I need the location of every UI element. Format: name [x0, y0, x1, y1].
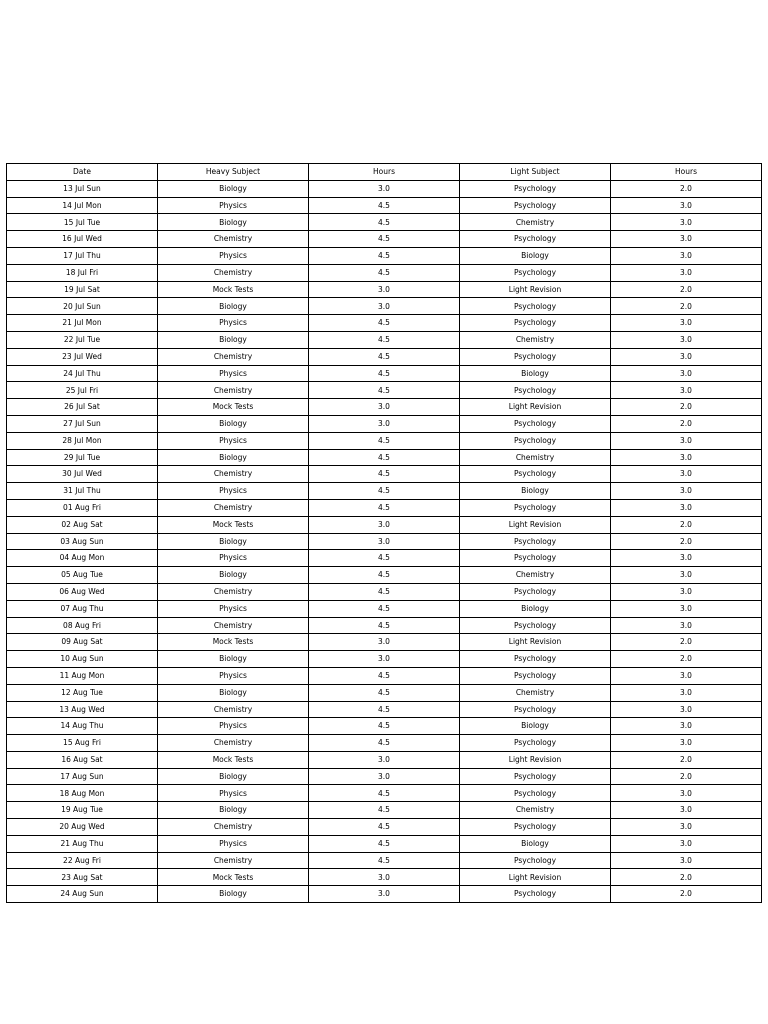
cell-date: 16 Jul Wed [7, 231, 158, 248]
cell-light-hours: 2.0 [611, 886, 762, 903]
cell-light-subject: Chemistry [460, 214, 611, 231]
cell-date: 01 Aug Fri [7, 499, 158, 516]
table-row [7, 852, 762, 869]
cell-heavy-hours: 4.5 [309, 718, 460, 735]
cell-light-hours: 2.0 [611, 415, 762, 432]
table-row [7, 231, 762, 248]
cell-heavy-subject: Physics [158, 365, 309, 382]
cell-heavy-hours: 4.5 [309, 449, 460, 466]
cell-light-hours: 3.0 [611, 432, 762, 449]
cell-heavy-subject: Physics [158, 432, 309, 449]
table-row [7, 869, 762, 886]
cell-date: 19 Aug Tue [7, 802, 158, 819]
table-row [7, 315, 762, 332]
cell-heavy-hours: 4.5 [309, 331, 460, 348]
table-row [7, 819, 762, 836]
cell-light-hours: 2.0 [611, 768, 762, 785]
cell-light-hours: 3.0 [611, 348, 762, 365]
cell-heavy-subject: Biology [158, 449, 309, 466]
cell-heavy-subject: Physics [158, 600, 309, 617]
cell-heavy-hours: 4.5 [309, 785, 460, 802]
cell-heavy-hours: 4.5 [309, 684, 460, 701]
table-row [7, 600, 762, 617]
cell-date: 02 Aug Sat [7, 516, 158, 533]
cell-light-subject: Light Revision [460, 281, 611, 298]
cell-heavy-subject: Physics [158, 667, 309, 684]
cell-date: 15 Jul Tue [7, 214, 158, 231]
cell-heavy-hours: 4.5 [309, 852, 460, 869]
table-row [7, 886, 762, 903]
cell-light-subject: Psychology [460, 180, 611, 197]
cell-light-subject: Psychology [460, 617, 611, 634]
cell-light-subject: Psychology [460, 533, 611, 550]
cell-heavy-subject: Physics [158, 785, 309, 802]
cell-heavy-subject: Biology [158, 331, 309, 348]
cell-light-hours: 3.0 [611, 449, 762, 466]
cell-heavy-hours: 4.5 [309, 197, 460, 214]
cell-light-hours: 2.0 [611, 634, 762, 651]
cell-light-hours: 3.0 [611, 735, 762, 752]
cell-light-hours: 3.0 [611, 197, 762, 214]
cell-date: 17 Jul Thu [7, 247, 158, 264]
cell-heavy-hours: 3.0 [309, 886, 460, 903]
cell-light-hours: 2.0 [611, 533, 762, 550]
cell-heavy-subject: Chemistry [158, 583, 309, 600]
cell-date: 05 Aug Tue [7, 567, 158, 584]
cell-heavy-subject: Mock Tests [158, 516, 309, 533]
cell-heavy-hours: 3.0 [309, 180, 460, 197]
cell-heavy-hours: 4.5 [309, 567, 460, 584]
table-row [7, 567, 762, 584]
table-row [7, 247, 762, 264]
table-row [7, 331, 762, 348]
cell-light-subject: Psychology [460, 382, 611, 399]
cell-date: 20 Jul Sun [7, 298, 158, 315]
cell-light-hours: 3.0 [611, 382, 762, 399]
cell-light-subject: Psychology [460, 315, 611, 332]
cell-light-hours: 2.0 [611, 516, 762, 533]
cell-heavy-subject: Biology [158, 415, 309, 432]
cell-light-hours: 2.0 [611, 399, 762, 416]
cell-light-hours: 3.0 [611, 483, 762, 500]
cell-date: 14 Jul Mon [7, 197, 158, 214]
cell-light-hours: 3.0 [611, 365, 762, 382]
cell-heavy-subject: Physics [158, 247, 309, 264]
cell-light-hours: 3.0 [611, 600, 762, 617]
cell-light-subject: Psychology [460, 819, 611, 836]
cell-light-subject: Psychology [460, 348, 611, 365]
cell-heavy-hours: 4.5 [309, 231, 460, 248]
cell-heavy-subject: Chemistry [158, 701, 309, 718]
table-row [7, 197, 762, 214]
cell-light-hours: 3.0 [611, 802, 762, 819]
table-row [7, 432, 762, 449]
cell-heavy-hours: 4.5 [309, 701, 460, 718]
cell-heavy-hours: 4.5 [309, 247, 460, 264]
cell-heavy-hours: 4.5 [309, 600, 460, 617]
cell-date: 18 Aug Mon [7, 785, 158, 802]
cell-heavy-subject: Biology [158, 651, 309, 668]
cell-light-hours: 3.0 [611, 701, 762, 718]
cell-light-subject: Chemistry [460, 802, 611, 819]
table-row [7, 651, 762, 668]
cell-heavy-subject: Chemistry [158, 231, 309, 248]
cell-heavy-hours: 4.5 [309, 819, 460, 836]
table-row [7, 365, 762, 382]
cell-light-subject: Light Revision [460, 516, 611, 533]
cell-light-hours: 3.0 [611, 785, 762, 802]
cell-light-hours: 3.0 [611, 667, 762, 684]
cell-date: 10 Aug Sun [7, 651, 158, 668]
cell-date: 06 Aug Wed [7, 583, 158, 600]
table-row [7, 550, 762, 567]
cell-date: 21 Jul Mon [7, 315, 158, 332]
cell-light-subject: Psychology [460, 415, 611, 432]
cell-heavy-subject: Physics [158, 550, 309, 567]
cell-heavy-hours: 3.0 [309, 751, 460, 768]
table-row [7, 667, 762, 684]
cell-light-hours: 3.0 [611, 718, 762, 735]
cell-light-hours: 2.0 [611, 281, 762, 298]
cell-heavy-hours: 4.5 [309, 617, 460, 634]
cell-heavy-subject: Biology [158, 886, 309, 903]
table-row [7, 617, 762, 634]
cell-date: 18 Jul Fri [7, 264, 158, 281]
cell-heavy-subject: Physics [158, 483, 309, 500]
table-row [7, 802, 762, 819]
cell-light-subject: Psychology [460, 432, 611, 449]
cell-heavy-hours: 4.5 [309, 382, 460, 399]
table-header-row [7, 164, 762, 181]
cell-heavy-subject: Chemistry [158, 348, 309, 365]
table-row [7, 835, 762, 852]
cell-heavy-hours: 4.5 [309, 583, 460, 600]
cell-light-subject: Psychology [460, 499, 611, 516]
cell-light-hours: 3.0 [611, 247, 762, 264]
cell-date: 28 Jul Mon [7, 432, 158, 449]
cell-heavy-subject: Mock Tests [158, 281, 309, 298]
cell-date: 30 Jul Wed [7, 466, 158, 483]
cell-heavy-hours: 4.5 [309, 483, 460, 500]
cell-date: 17 Aug Sun [7, 768, 158, 785]
cell-light-subject: Biology [460, 835, 611, 852]
table-row [7, 718, 762, 735]
cell-heavy-hours: 4.5 [309, 264, 460, 281]
cell-light-subject: Light Revision [460, 399, 611, 416]
table-body [7, 180, 762, 902]
cell-light-subject: Psychology [460, 298, 611, 315]
table-row [7, 348, 762, 365]
cell-light-subject: Psychology [460, 651, 611, 668]
cell-heavy-subject: Biology [158, 802, 309, 819]
cell-date: 04 Aug Mon [7, 550, 158, 567]
cell-light-hours: 3.0 [611, 583, 762, 600]
cell-heavy-subject: Mock Tests [158, 399, 309, 416]
table-row [7, 516, 762, 533]
table-row [7, 634, 762, 651]
table-row [7, 533, 762, 550]
header-heavy-subject: Heavy Subject [158, 164, 309, 181]
cell-date: 23 Jul Wed [7, 348, 158, 365]
cell-light-subject: Psychology [460, 768, 611, 785]
cell-heavy-hours: 4.5 [309, 499, 460, 516]
cell-light-subject: Psychology [460, 701, 611, 718]
cell-light-hours: 2.0 [611, 298, 762, 315]
cell-heavy-subject: Biology [158, 214, 309, 231]
table-row [7, 735, 762, 752]
cell-light-subject: Light Revision [460, 634, 611, 651]
cell-heavy-hours: 4.5 [309, 735, 460, 752]
table-row [7, 483, 762, 500]
cell-heavy-hours: 4.5 [309, 835, 460, 852]
cell-light-hours: 3.0 [611, 567, 762, 584]
cell-light-subject: Psychology [460, 852, 611, 869]
cell-light-hours: 3.0 [611, 214, 762, 231]
cell-light-hours: 3.0 [611, 684, 762, 701]
cell-heavy-subject: Mock Tests [158, 634, 309, 651]
cell-heavy-hours: 3.0 [309, 651, 460, 668]
cell-date: 20 Aug Wed [7, 819, 158, 836]
table-row [7, 298, 762, 315]
cell-light-hours: 2.0 [611, 180, 762, 197]
cell-light-subject: Chemistry [460, 567, 611, 584]
table-row [7, 180, 762, 197]
cell-light-subject: Biology [460, 600, 611, 617]
cell-light-subject: Psychology [460, 231, 611, 248]
cell-date: 22 Jul Tue [7, 331, 158, 348]
cell-date: 03 Aug Sun [7, 533, 158, 550]
cell-heavy-hours: 4.5 [309, 365, 460, 382]
cell-light-subject: Psychology [460, 466, 611, 483]
cell-light-hours: 3.0 [611, 852, 762, 869]
cell-date: 26 Jul Sat [7, 399, 158, 416]
cell-date: 15 Aug Fri [7, 735, 158, 752]
cell-date: 11 Aug Mon [7, 667, 158, 684]
cell-date: 31 Jul Thu [7, 483, 158, 500]
cell-date: 08 Aug Fri [7, 617, 158, 634]
header-date: Date [7, 164, 158, 181]
cell-light-subject: Psychology [460, 886, 611, 903]
cell-light-subject: Biology [460, 365, 611, 382]
cell-light-hours: 2.0 [611, 869, 762, 886]
cell-light-hours: 3.0 [611, 550, 762, 567]
cell-heavy-hours: 3.0 [309, 768, 460, 785]
cell-heavy-hours: 4.5 [309, 348, 460, 365]
cell-light-hours: 3.0 [611, 466, 762, 483]
cell-light-subject: Psychology [460, 197, 611, 214]
cell-heavy-subject: Chemistry [158, 382, 309, 399]
cell-date: 25 Jul Fri [7, 382, 158, 399]
table-row [7, 583, 762, 600]
cell-light-hours: 3.0 [611, 835, 762, 852]
cell-date: 13 Aug Wed [7, 701, 158, 718]
table-row [7, 281, 762, 298]
cell-heavy-subject: Physics [158, 197, 309, 214]
cell-date: 22 Aug Fri [7, 852, 158, 869]
cell-light-hours: 3.0 [611, 499, 762, 516]
table-row [7, 785, 762, 802]
cell-light-hours: 3.0 [611, 264, 762, 281]
cell-light-hours: 3.0 [611, 617, 762, 634]
cell-heavy-subject: Biology [158, 533, 309, 550]
cell-light-hours: 3.0 [611, 315, 762, 332]
cell-light-subject: Chemistry [460, 331, 611, 348]
table-row [7, 449, 762, 466]
header-light-subject: Light Subject [460, 164, 611, 181]
table-row [7, 264, 762, 281]
table-row [7, 768, 762, 785]
cell-heavy-subject: Chemistry [158, 466, 309, 483]
cell-heavy-hours: 3.0 [309, 634, 460, 651]
cell-heavy-subject: Chemistry [158, 499, 309, 516]
cell-heavy-hours: 3.0 [309, 516, 460, 533]
cell-date: 24 Aug Sun [7, 886, 158, 903]
table-row [7, 701, 762, 718]
cell-date: 14 Aug Thu [7, 718, 158, 735]
cell-light-subject: Light Revision [460, 751, 611, 768]
cell-heavy-hours: 4.5 [309, 315, 460, 332]
cell-light-hours: 3.0 [611, 819, 762, 836]
cell-date: 21 Aug Thu [7, 835, 158, 852]
table-row [7, 499, 762, 516]
cell-heavy-subject: Chemistry [158, 852, 309, 869]
cell-date: 27 Jul Sun [7, 415, 158, 432]
cell-date: 16 Aug Sat [7, 751, 158, 768]
cell-heavy-hours: 3.0 [309, 533, 460, 550]
cell-heavy-subject: Chemistry [158, 617, 309, 634]
cell-light-hours: 3.0 [611, 331, 762, 348]
cell-heavy-subject: Chemistry [158, 735, 309, 752]
table-row [7, 466, 762, 483]
cell-heavy-subject: Chemistry [158, 819, 309, 836]
header-heavy-hours: Hours [309, 164, 460, 181]
cell-light-subject: Psychology [460, 667, 611, 684]
cell-heavy-hours: 3.0 [309, 298, 460, 315]
cell-light-subject: Light Revision [460, 869, 611, 886]
table-row [7, 399, 762, 416]
cell-heavy-subject: Chemistry [158, 264, 309, 281]
cell-heavy-hours: 3.0 [309, 415, 460, 432]
cell-date: 29 Jul Tue [7, 449, 158, 466]
cell-heavy-subject: Physics [158, 315, 309, 332]
cell-light-subject: Psychology [460, 264, 611, 281]
cell-date: 09 Aug Sat [7, 634, 158, 651]
cell-light-subject: Chemistry [460, 449, 611, 466]
table-row [7, 684, 762, 701]
cell-heavy-hours: 3.0 [309, 869, 460, 886]
cell-heavy-hours: 4.5 [309, 432, 460, 449]
cell-heavy-subject: Biology [158, 180, 309, 197]
cell-date: 13 Jul Sun [7, 180, 158, 197]
cell-heavy-hours: 3.0 [309, 399, 460, 416]
table-row [7, 382, 762, 399]
cell-light-subject: Psychology [460, 785, 611, 802]
cell-heavy-subject: Mock Tests [158, 869, 309, 886]
cell-heavy-subject: Biology [158, 684, 309, 701]
cell-heavy-subject: Physics [158, 835, 309, 852]
cell-date: 07 Aug Thu [7, 600, 158, 617]
table-row [7, 415, 762, 432]
cell-light-subject: Psychology [460, 735, 611, 752]
study-schedule-table [6, 163, 762, 903]
cell-date: 24 Jul Thu [7, 365, 158, 382]
cell-heavy-subject: Biology [158, 298, 309, 315]
cell-heavy-subject: Biology [158, 567, 309, 584]
header-light-hours: Hours [611, 164, 762, 181]
cell-heavy-subject: Biology [158, 768, 309, 785]
cell-date: 19 Jul Sat [7, 281, 158, 298]
cell-date: 23 Aug Sat [7, 869, 158, 886]
cell-light-hours: 2.0 [611, 751, 762, 768]
table-row [7, 751, 762, 768]
cell-light-subject: Biology [460, 483, 611, 500]
cell-heavy-subject: Mock Tests [158, 751, 309, 768]
cell-light-subject: Psychology [460, 583, 611, 600]
table-row [7, 214, 762, 231]
cell-heavy-hours: 4.5 [309, 214, 460, 231]
cell-light-hours: 3.0 [611, 231, 762, 248]
cell-heavy-subject: Physics [158, 718, 309, 735]
cell-heavy-hours: 4.5 [309, 802, 460, 819]
cell-heavy-hours: 4.5 [309, 667, 460, 684]
cell-light-subject: Biology [460, 718, 611, 735]
cell-light-subject: Psychology [460, 550, 611, 567]
cell-heavy-hours: 4.5 [309, 466, 460, 483]
cell-date: 12 Aug Tue [7, 684, 158, 701]
cell-light-subject: Biology [460, 247, 611, 264]
cell-heavy-hours: 4.5 [309, 550, 460, 567]
cell-light-hours: 2.0 [611, 651, 762, 668]
cell-light-subject: Chemistry [460, 684, 611, 701]
cell-heavy-hours: 3.0 [309, 281, 460, 298]
